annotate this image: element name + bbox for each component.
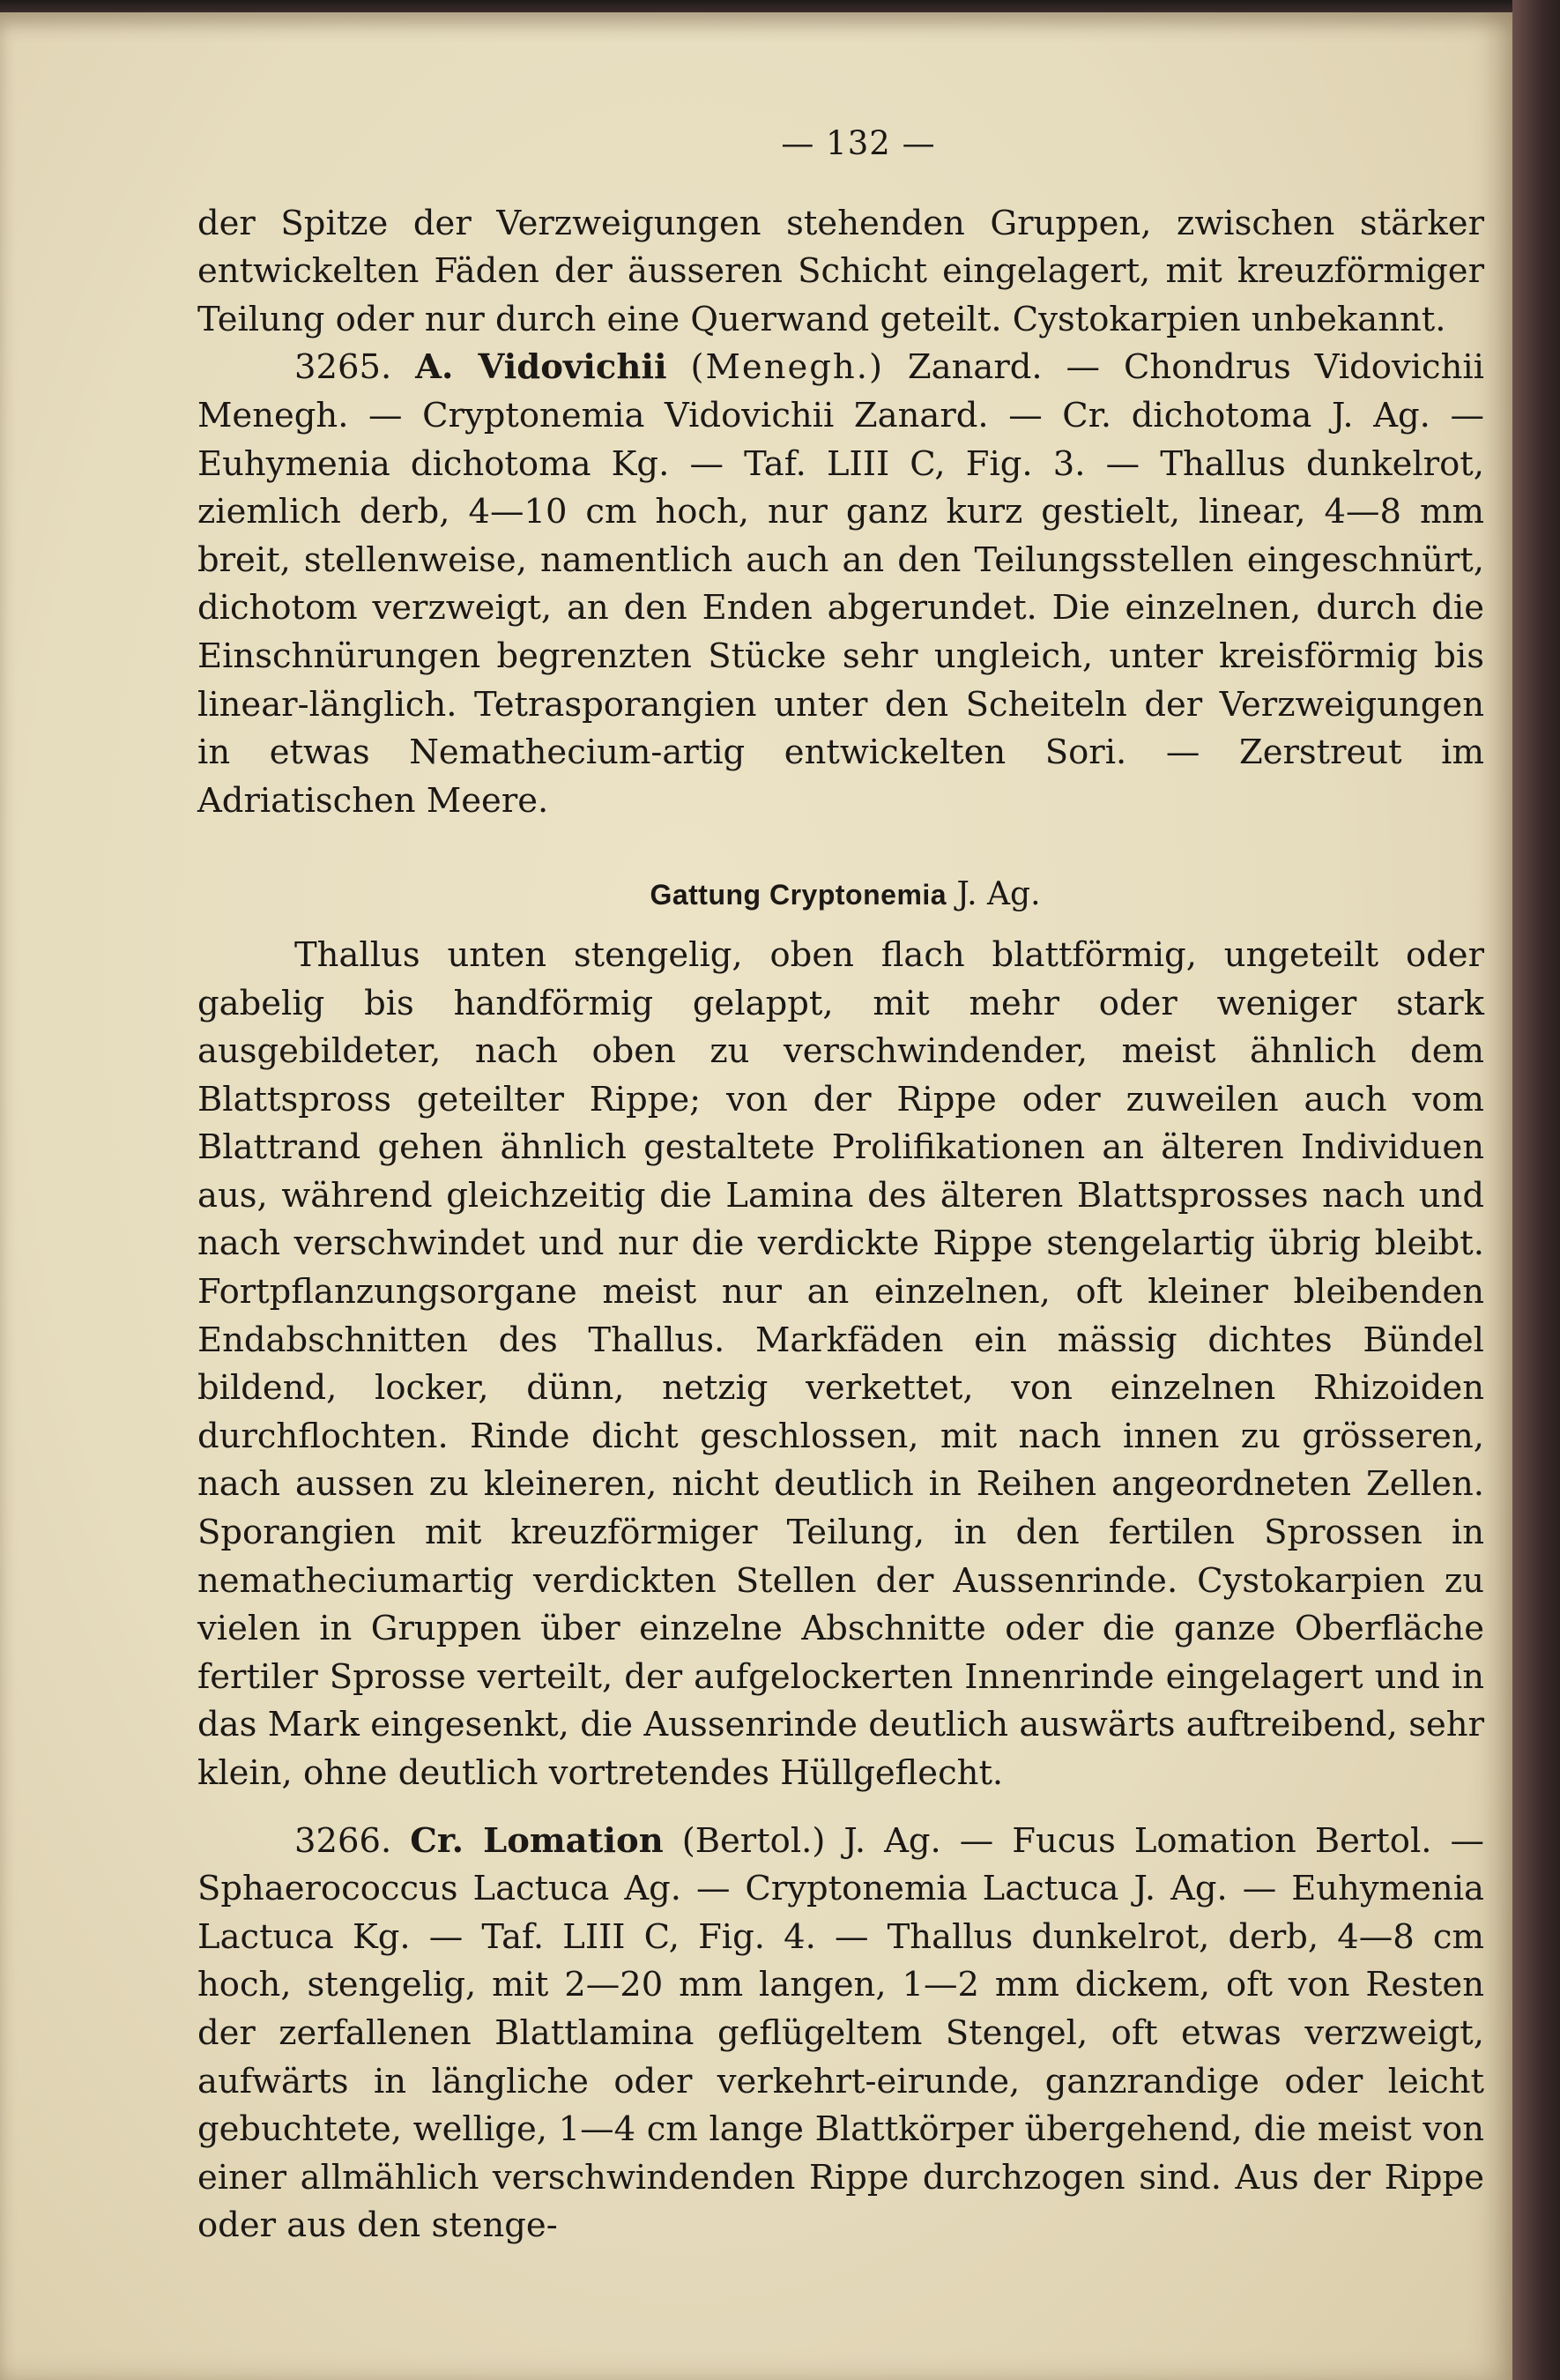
genus-description [197,932,1484,1798]
genus-heading [197,871,1484,919]
species-description: J. Ag. — Fucus Lomation Bertol. — Sphaerococcus Lactuca Ag. — Cryptonemia Lactuca J. Ag. — Euhymenia Lactuca Kg. — Taf. LIII C, Fig. 4. — Thallus dunkelrot, derb, 4—8 cm hoch, stengelig, mit 2—20 mm langen, 1—2 mm dickem, oft von Resten der zerfallenen Blattlamina geflügeltem Stengel, oft etwas verzweigt, aufwärts in längliche oder verkehrt-eirunde, ganzrandige oder leicht gebuchtete, wellige, 1—4 cm lange Blattkörper übergehend, die meist von einer allmählich verschwindenden Rippe durchzogen sind. Aus der Rippe oder aus den stenge- [197,1820,1484,2246]
genus-description-text: Thallus unten stengelig, oben flach blattförmig, ungeteilt oder gabelig bis handförmig gelappt, mit mehr oder weniger stark ausgebildeter, nach oben zu verschwindender, meist ähnlich dem Blattspross geteilter Rippe; von der Rippe oder zuweilen auch vom Blattrand gehen ähnlich gestaltete Prolifikationen an älteren Individuen aus, während gleichzeitig die Lamina des älteren Blattsprosses nach und nach verschwindet und nur die verdickte Rippe stengelartig übrig bleibt. Fortpflanzungsorgane meist nur an einzelnen, oft kleiner bleibenden Endabschnitten des Thallus. Markfäden ein mässig dichtes Bündel bildend, locker, dünn, netzig verkettet, von einzelnen Rhizoiden durchflochten. Rinde dicht geschlossen, mit nach innen zu grösseren, nach aussen zu kleineren, nicht deutlich in Reihen angeordneten Zellen. Sporangien mit kreuzförmiger Teilung, in den fertilen Sprossen in nematheciumartig verdickten Stellen der Aussenrinde. Cystokarpien zu vielen in Gruppen über einzelne Abschnitte oder die ganze Oberfläche fertiler Sprosse verteilt, der aufgelockerten Innenrinde eingelagert und in das Mark eingesenkt, die Aussenrinde deutlich auswärts auftreibend, sehr klein, ohne deutlich vortretendes Hüllgeflecht. [197,934,1484,1793]
species-description: Zanard. — Chondrus Vidovichii Menegh. — Cryptonemia Vidovichii Zanard. — Cr. dichotoma J. Ag. — Euhymenia dichotoma Kg. — Taf. LIII C, Fig. 3. — Thallus dunkelrot, ziemlich derb, 4—10 cm hoch, nur ganz kurz gestielt, linear, 4—8 mm breit, stellenweise, namentlich auch an den Teilungsstellen eingeschnürt, dichotom verzweigt, an den Enden abgerundet. Die einzelnen, durch die Einschnürungen begrenzten Stücke sehr ungleich, unter kreisförmig bis linear-länglich. Tetrasporangien unter den Scheiteln der Verzweigungen in etwas Nemathecium-artig entwickelten Sori. — Zerstreut im Adriatischen Meere. [197,347,1484,821]
paragraph-continuation [197,200,1484,345]
genus-author: J. Ag. [956,876,1041,913]
book-spine-edge [1512,0,1560,2380]
genus-label: Gattung Cryptonemia [650,879,947,911]
species-author: (Menegh.) [690,347,884,388]
species-entry-3266 [197,1818,1484,2250]
species-author: (Bertol.) [681,1820,826,1861]
species-name: Cr. Lomation [410,1820,664,1861]
species-name: A. Vidovichii [415,347,667,388]
page-text-block [197,120,1484,2250]
species-entry-3265 [197,344,1484,825]
paragraph-continuation-text: der Spitze der Verzweigungen stehenden Gruppen, zwischen stärker entwickelten Fäden der äusseren Schicht eingelagert, mit kreuzförmiger Teilung oder nur durch eine Querwand geteilt. Cystokarpien unbekannt. [197,203,1484,339]
entry-number: 3265. [294,347,392,388]
page-number: — 132 — [781,124,936,162]
entry-number: 3266. [294,1820,392,1861]
